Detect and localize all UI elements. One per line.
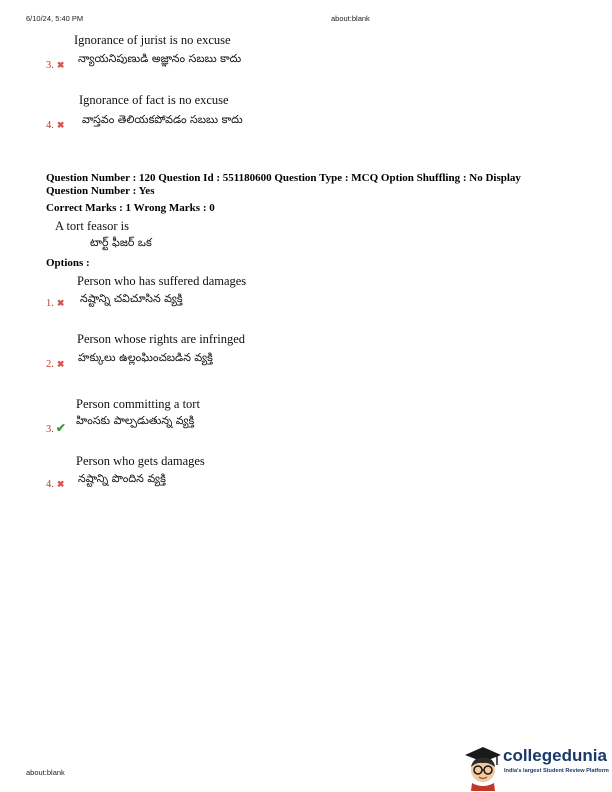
cross-icon: ✖ [56, 298, 65, 308]
collegedunia-logo [463, 741, 612, 791]
logo-wordmark: collegedunia [503, 746, 607, 765]
option-1-number: 1. ✖ [46, 298, 65, 309]
logo-tagline: India's largest Student Review Platform [504, 768, 609, 774]
cross-icon: ✖ [56, 120, 65, 130]
options-label: Options : [46, 257, 90, 269]
prev-option-4-te: వాస్తవం తెలియకపోవడం సబబు కాదు [82, 113, 243, 126]
option-2-en: Person whose rights are infringed [77, 332, 246, 346]
prev-option-3-number: 3. ✖ [46, 60, 65, 71]
prev-option-3-en: Ignorance of jurist is no excuse [74, 33, 231, 47]
option-4-en: Person who gets damages [76, 454, 205, 468]
print-datetime: 6/10/24, 5:40 PM [26, 14, 84, 23]
cross-icon: ✖ [56, 359, 65, 369]
question-text-te: టార్ట్ ఫీజర్ ఒక [90, 236, 152, 249]
option-2-te: హక్కులు ఉల్లంఘించబడిన వ్యక్తి [78, 351, 213, 364]
question-meta-line1: Question Number : 120 Question Id : 551180600 Question Type : MCQ Option Shuffling : No Display [46, 172, 521, 184]
prev-option-3-te: న్యాయనిపుణుడి అజ్ఞానం సబబు కాదు [78, 52, 242, 65]
prev-option-4-en: Ignorance of fact is no excuse [79, 93, 229, 107]
option-3-en: Person committing a tort [76, 397, 200, 411]
question-marks: Correct Marks : 1 Wrong Marks : 0 [46, 202, 215, 214]
option-1-en: Person who has suffered damages [77, 274, 247, 288]
option-1-te: నష్టాన్ని చవిచూసిన వ్యక్తి [80, 292, 183, 305]
option-3-te: హింసకు పాల్పడుతున్న వ్యక్తి [76, 414, 195, 427]
option-3-number: 3. ✔ [46, 421, 66, 435]
cross-icon: ✖ [56, 60, 65, 70]
option-2-number: 2. ✖ [46, 359, 65, 370]
question-meta-line2: Question Number : Yes [46, 185, 155, 197]
check-icon: ✔ [55, 421, 66, 435]
option-4-number: 4. ✖ [46, 479, 65, 490]
option-4-te: నష్టాన్ని పొందిన వ్యక్తి [78, 472, 166, 485]
prev-option-4-number: 4. ✖ [46, 120, 65, 131]
print-footer-url: about:blank [26, 768, 65, 777]
print-url: about:blank [331, 14, 370, 23]
cross-icon: ✖ [56, 479, 65, 489]
question-text-en: A tort feasor is [55, 219, 129, 233]
mascot-icon [463, 743, 503, 791]
